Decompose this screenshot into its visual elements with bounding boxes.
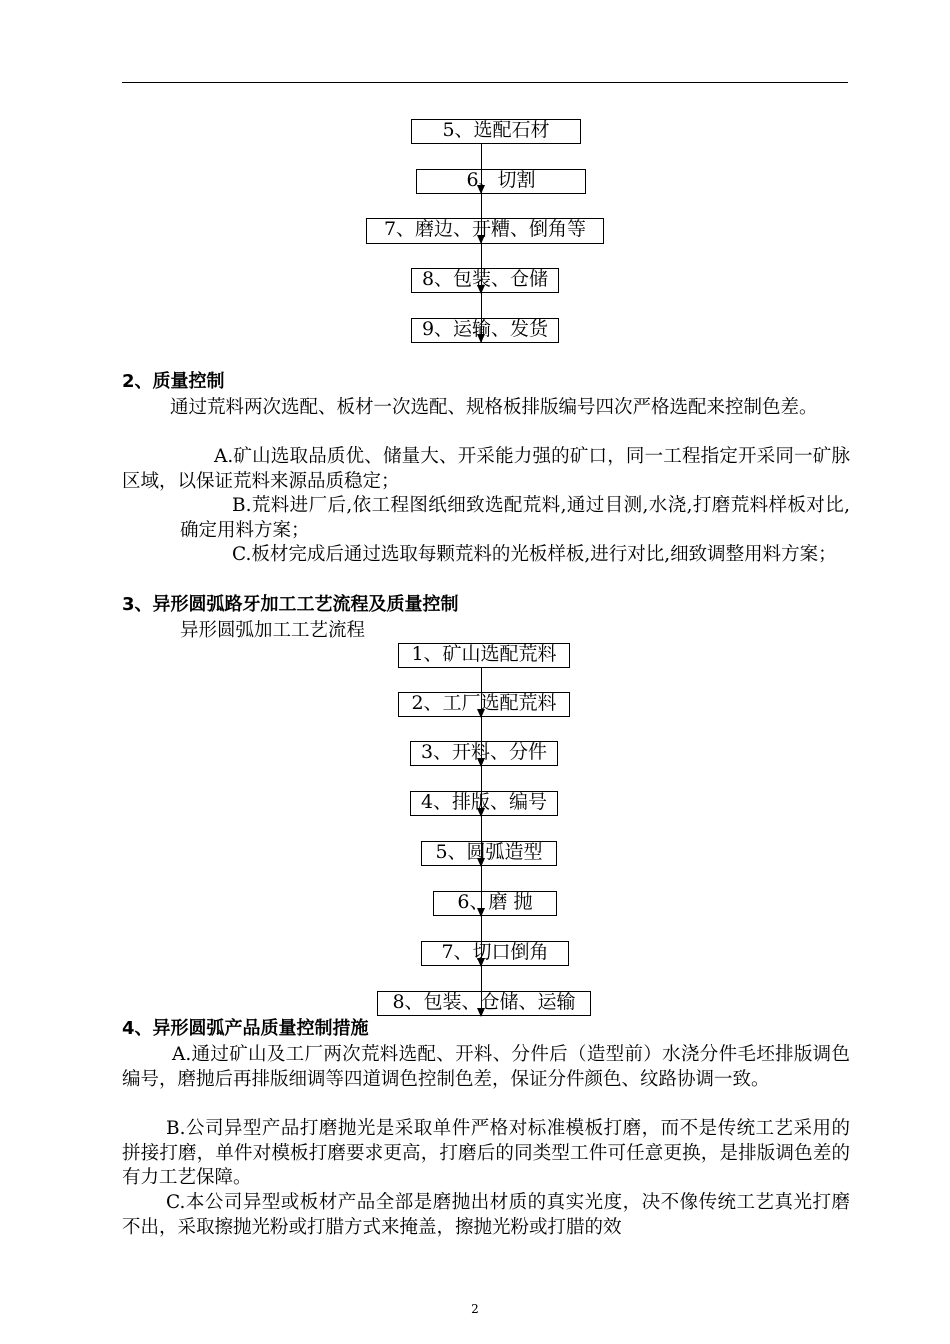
flow-arrow xyxy=(481,717,482,766)
flow-step-box: 5、选配石材 xyxy=(411,119,581,144)
flowchart-caption: 异形圆弧加工工艺流程 xyxy=(180,620,366,641)
flow-step-box: 2、工厂选配荒料 xyxy=(398,692,570,717)
measure-item-a: A.通过矿山及工厂两次荒料选配、开料、分件后（造型前）水浇分件毛坯排版调色编号，磨抛后再排版细调等四道调色控制色差，保证分件颜色、纹路协调一致。 xyxy=(122,1044,850,1090)
flow-step-box: 1、矿山选配荒料 xyxy=(398,643,570,668)
flow-arrow xyxy=(481,916,482,966)
flow-step-box: 8、包装、仓储 xyxy=(411,268,559,293)
flow-arrow xyxy=(481,293,482,342)
flow-arrow xyxy=(481,144,482,193)
measure-item-c: C.本公司异型或板材产品全部是磨抛出材质的真实光度，决不像传统工艺真光打磨不出，采取擦抛光粉或打腊方式来掩盖，擦抛光粉或打腊的效 xyxy=(122,1192,850,1238)
section-heading-quality-control: 2、质量控制 xyxy=(122,371,225,392)
flow-arrow xyxy=(481,866,482,916)
flow-step-box: 8、包装、仓储、运输 xyxy=(377,991,591,1016)
quality-item-c: C.板材完成后通过选取每颗荒料的光板样板,进行对比,细致调整用料方案； xyxy=(232,544,837,565)
quality-item-a: A.矿山选取品质优、储量大、开采能力强的矿口，同一工程指定开采同一矿脉区域，以保证荒料来源品质稳定； xyxy=(122,446,850,492)
flow-arrow xyxy=(481,194,482,243)
flow-step-box: 5、圆弧造型 xyxy=(421,841,557,866)
flow-arrow xyxy=(481,766,482,816)
flow-arrow xyxy=(481,816,482,866)
flow-step-box: 7、磨边、开糟、倒角等 xyxy=(366,218,604,244)
flow-step-box: 9、运输、发货 xyxy=(411,318,559,343)
page-number: 2 xyxy=(471,1302,479,1316)
flow-arrow xyxy=(481,966,482,1016)
flow-step-box: 3、开料、分件 xyxy=(410,741,558,766)
section-intro-paragraph: 通过荒料两次选配、板材一次选配、规格板排版编号四次严格选配来控制色差。 xyxy=(170,397,818,418)
section-heading-arc-quality-measures: 4、异形圆弧产品质量控制措施 xyxy=(122,1018,369,1039)
quality-item-b: B.荒料进厂后,依工程图纸细致选配荒料,通过目测,水浇,打磨荒料样板对比,确定用料方案； xyxy=(180,495,850,541)
flow-step-box: 4、排版、编号 xyxy=(410,791,558,816)
flow-arrow xyxy=(481,244,482,293)
flow-step-box: 6、磨 抛 xyxy=(433,891,557,916)
section-heading-arc-process: 3、异形圆弧路牙加工工艺流程及质量控制 xyxy=(122,594,459,615)
measure-item-b: B.公司异型产品打磨抛光是采取单件严格对标准模板打磨，而不是传统工艺采用的拼接打磨，单件对模板打磨要求更高，打磨后的同类型工件可任意更换，是排版调色差的有力工艺保障。 xyxy=(122,1118,850,1188)
header-rule xyxy=(122,82,848,83)
flow-arrow xyxy=(481,668,482,717)
flow-step-box: 7、切口倒角 xyxy=(421,941,569,966)
flow-step-box: 6、切割 xyxy=(416,169,586,194)
